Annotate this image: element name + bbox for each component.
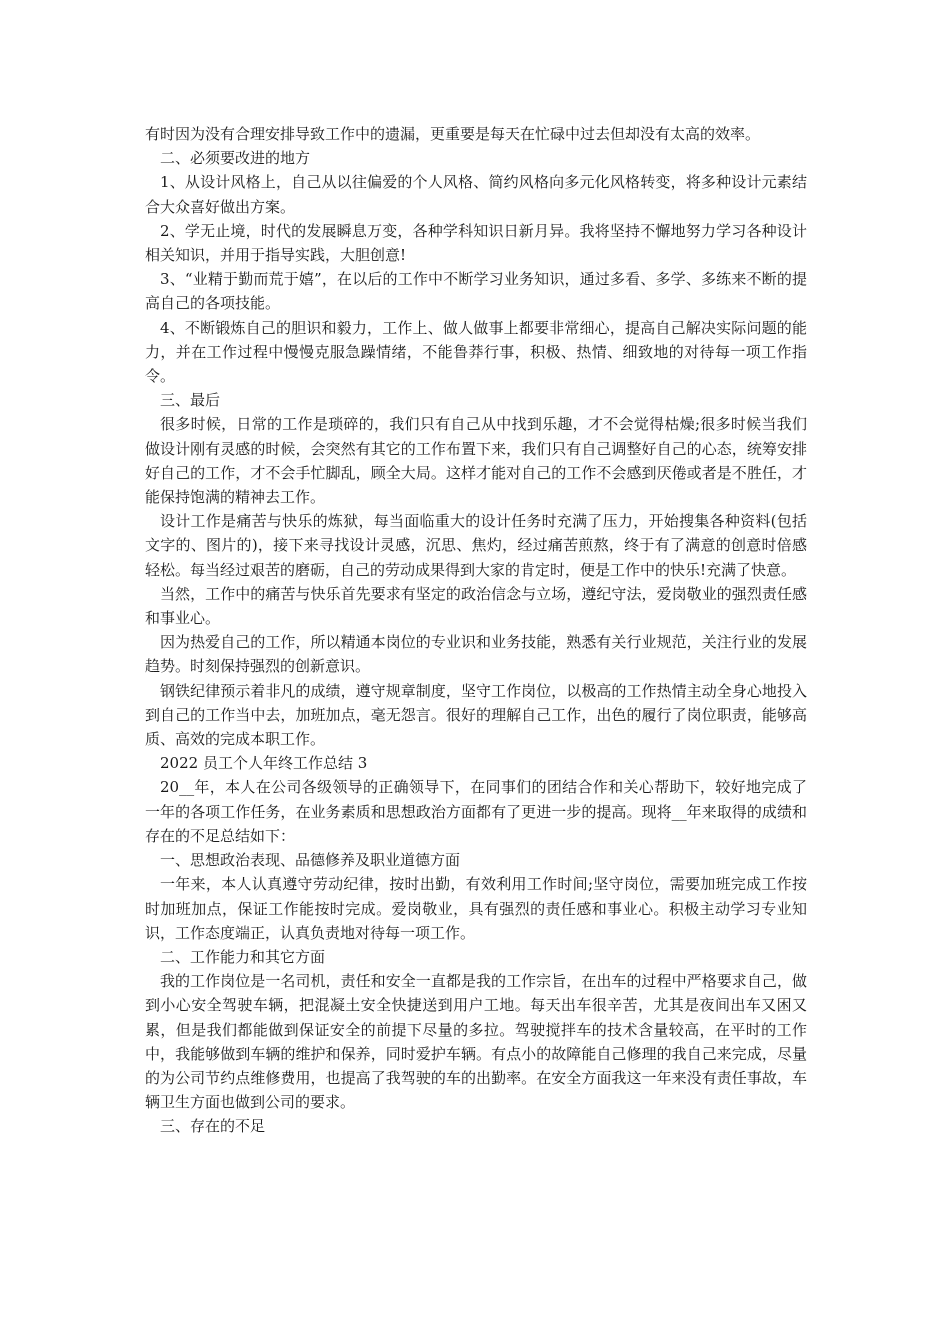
paragraph-beliefs: 当然，工作中的痛苦与快乐首先要求有坚定的政治信念与立场，遵纪守法，爱岗敬业的强烈责任感和事业心。 [145,584,807,628]
paragraph-item-4: 4、不断锻炼自己的胆识和毅力，工作上、做人做事上都要非常细心，提高自己解决实际问题的能力，并在工作过程中慢慢克服急躁情绪，不能鲁莽行事，积极、热情、细致地的对待每一项工作指令。 [145,318,807,386]
heading-political: 一、思想政治表现、品德修养及职业道德方面 [160,851,461,870]
paragraph-efficiency: 有时因为没有合理安排导致工作中的遗漏，更重要是每天在忙碌中过去但却没有太高的效率。 [145,125,761,143]
section-title-summary-3: 2022 员工个人年终工作总结 3 [160,754,368,773]
heading-ability: 二、工作能力和其它方面 [160,947,326,966]
paragraph-love-work: 因为热爱自己的工作，所以精通本岗位的专业识和业务技能，熟悉有关行业规范，关注行业的发展趋势。时刻保持强烈的创新意识。 [145,633,807,676]
paragraph-driver: 我的工作岗位是一名司机，责任和安全一直都是我的工作宗旨，在出车的过程中严格要求自己，做到小心安全驾驶车辆，把混凝土安全快捷送到用户工地。每天出车很辛苦，尤其是夜间出车又困又累，但是我们都能做到保证安全的前提下尽量的多拉。驾驶搅拌车的技术含量较高，在平时的工作中，我能够做到车辆的维护和保养，同时爱护车辆。有点小的故障能自己修理的我自己来完成，尽量的为公司节约点维修费用，也提高了我驾驶的车的出勤率。在安全方面我这一年来没有责任事故，车辆卫生方面也做到公司的要求。 [145,972,807,1112]
heading-improvements: 二、必须要改进的地方 [160,149,311,168]
paragraph-item-1: 1、从设计风格上，自己从以往偏爱的个人风格、简约风格向多元化风格转变，将多种设计元素结合大众喜好做出方案。 [145,173,807,216]
paragraph-item-3: 3、“业精于勤而荒于嬉”，在以后的工作中不断学习业务知识，通过多看、多学、多练来不断的提高自己的各项技能。 [145,270,807,313]
document-body [145,122,807,1139]
paragraph-design-work: 设计工作是痛苦与快乐的炼狱，每当面临重大的设计任务时充满了压力，开始搜集各种资料(包括文字的、图片的)，接下来寻找设计灵感，沉思、焦灼，经过痛苦煎熬，终于有了满意的创意时倍感轻松。每当经过艰苦的磨砺，自己的劳动成果得到大家的肯定时，便是工作中的快乐!充满了快意。 [145,512,807,579]
paragraph-item-2: 2、学无止境，时代的发展瞬息万变，各种学科知识日新月异。我将坚持不懈地努力学习各种设计相关知识，并用于指导实践，大胆创意! [145,221,807,265]
heading-shortcomings: 三、存在的不足 [160,1117,266,1136]
paragraph-intro: 20__年，本人在公司各级领导的正确领导下，在同事们的团结合作和关心帮助下，较好地完成了一年的各项工作任务，在业务素质和思想政治方面都有了更进一步的提高。现将__年来取得的成绩和存在的不足总结如下： [145,778,807,845]
paragraph-political: 一年来，本人认真遵守劳动纪律，按时出勤，有效利用工作时间;坚守岗位，需要加班完成工作按时加班加点，保证工作能按时完成。爱岗敬业，具有强烈的责任感和事业心。积极主动学习专业知识，工作态度端正，认真负责地对待每一项工作。 [145,875,807,942]
paragraph-daily-work: 很多时候，日常的工作是琐碎的，我们只有自己从中找到乐趣，才不会觉得枯燥;很多时候当我们做设计刚有灵感的时候，会突然有其它的工作布置下来，我们只有自己调整好自己的心态，统筹安排好自己的工作，才不会手忙脚乱，顾全大局。这样才能对自己的工作不会感到厌倦或者是不胜任，才能保持饱满的精神去工作。 [145,415,807,507]
paragraph-discipline: 钢铁纪律预示着非凡的成绩，遵守规章制度，坚守工作岗位，以极高的工作热情主动全身心地投入到自己的工作当中去，加班加点，毫无怨言。很好的理解自己工作，出色的履行了岗位职责，能够高质、高效的完成本职工作。 [145,681,807,749]
heading-finally: 三、最后 [160,391,221,410]
